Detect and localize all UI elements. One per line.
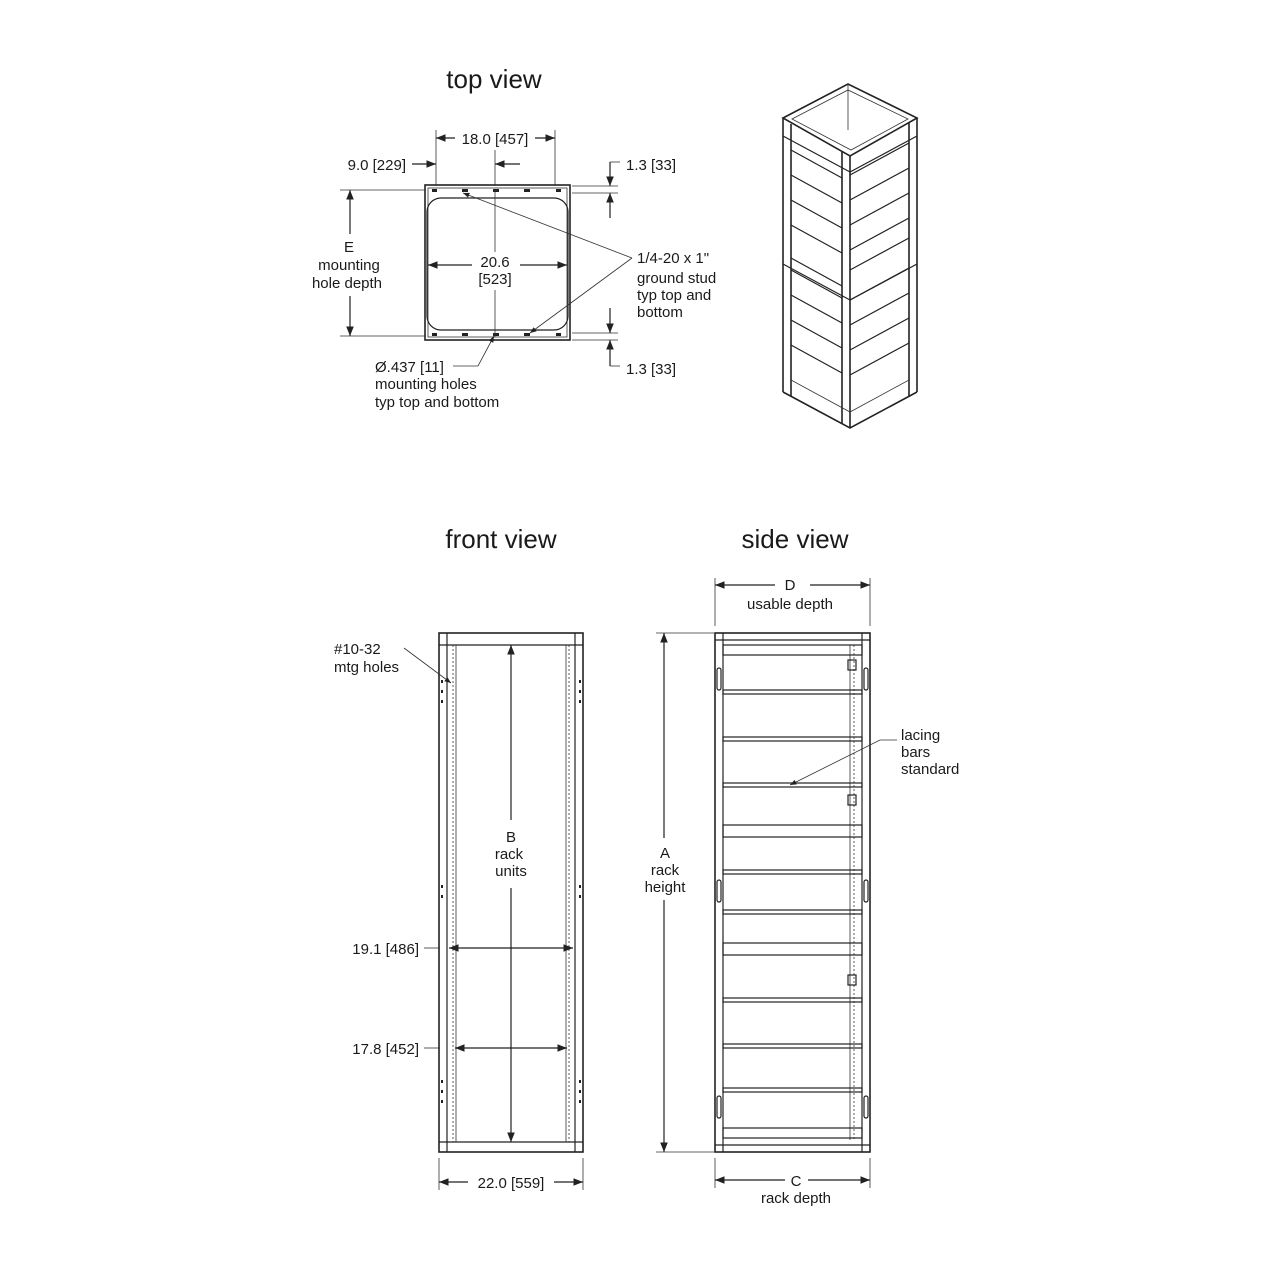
top-view (312, 64, 716, 411)
top-depth-label: mounting (318, 257, 380, 274)
mtg-holes-label: mtg holes (334, 659, 400, 676)
top-front-offset-dimension: 1.3 [33] (626, 157, 677, 174)
mounting-holes-spec: Ø.437 [11] (375, 359, 444, 376)
overall-width-dimension: 22.0 [559] (477, 1175, 545, 1192)
rail-width-dimension: 19.1 [486] (352, 941, 419, 958)
top-inner-dimension-metric: [523] (478, 271, 512, 288)
top-width-dimension: 18.0 [457] (461, 131, 529, 148)
top-depth-label-2: hole depth (311, 275, 383, 292)
front-view (334, 524, 583, 1192)
rack-units-label-2: units (495, 863, 527, 880)
front-view-title: front view (445, 524, 557, 554)
top-depth-letter: E (343, 239, 355, 256)
side-slots (717, 660, 868, 1118)
rack-depth-letter: C (790, 1173, 802, 1190)
usable-depth-label: usable depth (747, 596, 833, 613)
ground-stud-note: typ top and (637, 287, 712, 304)
side-view-outline (715, 633, 870, 1152)
top-inner-dimension: 20.6 (480, 254, 510, 271)
top-view-title: top view (446, 64, 542, 94)
rack-units-label: rack (494, 846, 524, 863)
lacing-bars-label-2: bars (901, 744, 931, 761)
side-view (645, 524, 960, 1207)
top-rear-offset-dimension: 1.3 [33] (626, 361, 677, 378)
opening-width-dimension: 17.8 [452] (352, 1041, 419, 1058)
ground-stud-spec: 1/4-20 x 1" (637, 250, 710, 267)
mounting-holes-label: mounting holes (375, 376, 477, 393)
lacing-bars-label: lacing (901, 727, 941, 744)
rack-units-letter: B (505, 829, 517, 846)
side-view-title: side view (741, 524, 849, 554)
side-lacing-bars (723, 690, 862, 1092)
rack-height-letter: A (659, 845, 671, 862)
rack-height-label-2: height (644, 879, 686, 896)
ground-stud-note-2: bottom (637, 304, 683, 321)
lacing-bars-label-3: standard (901, 761, 960, 778)
ground-stud-label: ground stud (637, 270, 717, 287)
isometric-rack-view (783, 84, 917, 428)
usable-depth-letter: D (784, 577, 796, 594)
mtg-holes-spec: #10-32 (334, 641, 381, 658)
mounting-holes-note: typ top and bottom (375, 394, 500, 411)
rack-depth-label: rack depth (760, 1190, 832, 1207)
side-cross-members (723, 645, 862, 1138)
top-offset-dimension: 9.0 [229] (347, 157, 406, 174)
rack-height-label: rack (650, 862, 680, 879)
